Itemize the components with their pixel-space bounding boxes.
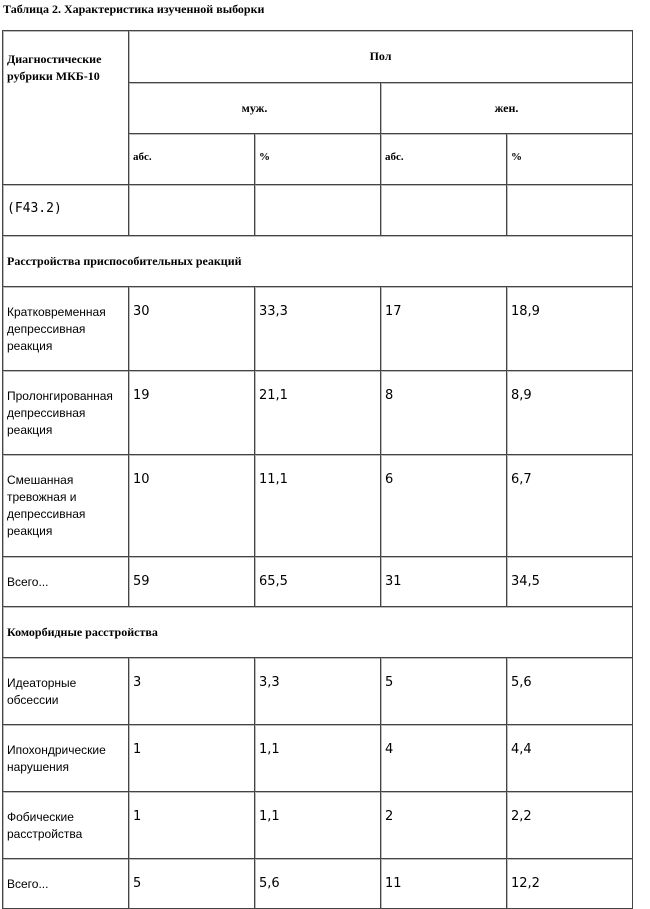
header-male-abs: абс. <box>129 134 255 185</box>
female-abs-value: 2 <box>381 792 507 859</box>
male-abs-value: 59 <box>129 557 255 607</box>
male-abs-value: 1 <box>129 792 255 859</box>
male-pct-value: 3,3 <box>255 658 381 725</box>
male-pct-value: 21,1 <box>255 371 381 455</box>
table-row <box>3 557 633 607</box>
male-abs-value: 3 <box>129 658 255 725</box>
male-pct-value: 11,1 <box>255 455 381 557</box>
female-abs-value: 6 <box>381 455 507 557</box>
header-sex: Пол <box>129 31 633 83</box>
female-abs-value: 5 <box>381 658 507 725</box>
table-row <box>3 455 633 557</box>
empty-cell <box>507 185 633 236</box>
female-abs-value: 17 <box>381 287 507 371</box>
female-pct-value: 4,4 <box>507 725 633 792</box>
female-pct-value: 5,6 <box>507 658 633 725</box>
section-title-comorbid: Коморбидные расстройства <box>3 607 633 658</box>
header-female-pct: % <box>507 134 633 185</box>
female-pct-value: 34,5 <box>507 557 633 607</box>
section-title-adjustment: Расстройства приспособительных реакций <box>3 236 633 287</box>
male-abs-value: 1 <box>129 725 255 792</box>
table-row <box>3 658 633 725</box>
row-label: Ипохондрические нарушения <box>3 725 129 792</box>
female-abs-value: 8 <box>381 371 507 455</box>
female-abs-value: 11 <box>381 859 507 909</box>
male-pct-value: 33,3 <box>255 287 381 371</box>
header-male-pct: % <box>255 134 381 185</box>
row-label: Фобические расстройства <box>3 792 129 859</box>
header-female: жен. <box>381 83 633 134</box>
male-abs-value: 30 <box>129 287 255 371</box>
male-pct-value: 1,1 <box>255 725 381 792</box>
header-male: муж. <box>129 83 381 134</box>
female-pct-value: 18,9 <box>507 287 633 371</box>
table-row <box>3 371 633 455</box>
empty-cell <box>381 185 507 236</box>
header-female-abs: абс. <box>381 134 507 185</box>
table-row <box>3 792 633 859</box>
male-abs-value: 10 <box>129 455 255 557</box>
row-label: Идеаторные обсессии <box>3 658 129 725</box>
table-row <box>3 725 633 792</box>
row-label: Смешанная тревожная и депрессивная реакция <box>3 455 129 557</box>
female-pct-value: 6,7 <box>507 455 633 557</box>
table-row <box>3 287 633 371</box>
sample-characteristics-table <box>2 30 633 909</box>
header-rubric: Диагностические рубрики МКБ-10 <box>3 31 129 185</box>
male-pct-value: 1,1 <box>255 792 381 859</box>
row-label: Кратковременная депрессивная реакция <box>3 287 129 371</box>
row-label: Всего... <box>3 557 129 607</box>
female-abs-value: 4 <box>381 725 507 792</box>
row-label: Всего... <box>3 859 129 909</box>
female-pct-value: 2,2 <box>507 792 633 859</box>
male-abs-value: 19 <box>129 371 255 455</box>
female-pct-value: 12,2 <box>507 859 633 909</box>
female-pct-value: 8,9 <box>507 371 633 455</box>
table-caption: Таблица 2. Характеристика изученной выборки <box>3 2 265 16</box>
icd-code: (F43.2) <box>3 185 129 236</box>
table-row <box>3 859 633 909</box>
female-abs-value: 31 <box>381 557 507 607</box>
male-pct-value: 5,6 <box>255 859 381 909</box>
male-pct-value: 65,5 <box>255 557 381 607</box>
row-label: Пролонгированная депрессивная реакция <box>3 371 129 455</box>
empty-cell <box>255 185 381 236</box>
empty-cell <box>129 185 255 236</box>
male-abs-value: 5 <box>129 859 255 909</box>
